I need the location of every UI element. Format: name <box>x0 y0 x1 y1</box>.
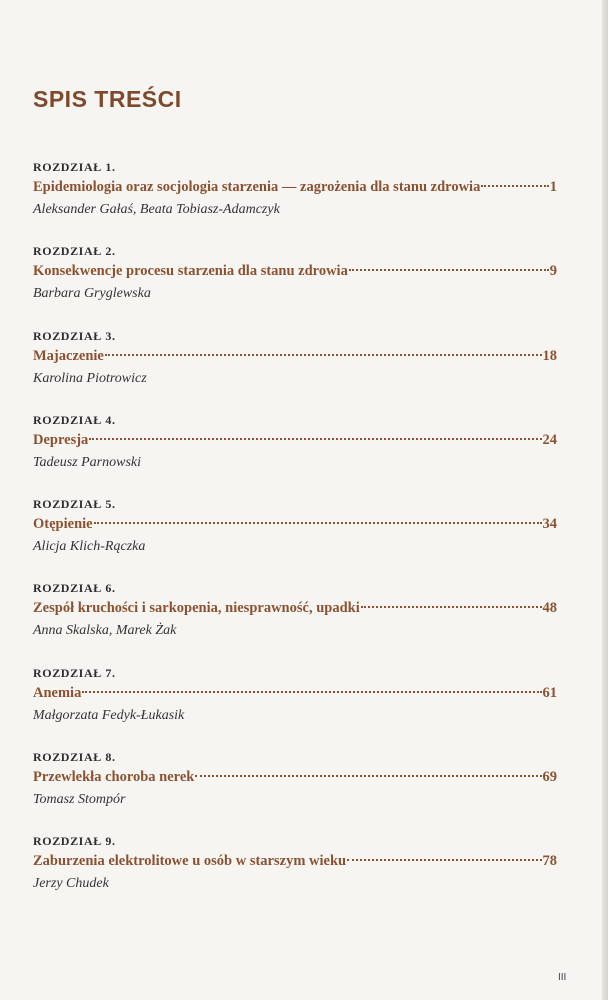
chapter-label: ROZDZIAŁ 4. <box>33 412 116 427</box>
page-edge <box>602 0 608 1000</box>
chapter-label: ROZDZIAŁ 3. <box>33 328 116 343</box>
chapter-authors: Barbara Gryglewska <box>33 286 151 302</box>
chapter-authors: Tadeusz Parnowski <box>33 454 142 470</box>
chapter-title[interactable]: Depresja <box>33 431 89 448</box>
chapter-title-line[interactable] <box>33 513 557 536</box>
chapter-title[interactable]: Anemia <box>33 684 82 701</box>
dot-leader <box>361 606 542 608</box>
chapter-title[interactable]: Zespół kruchości i sarkopenia, niesprawność, upadki <box>33 600 360 617</box>
page-title: SPIS TREŚCI <box>33 86 182 112</box>
chapter-label: ROZDZIAŁ 6. <box>33 581 116 596</box>
chapter-title-line[interactable] <box>33 260 557 283</box>
dot-leader <box>349 269 549 271</box>
chapter-authors: Karolina Piotrowicz <box>33 370 147 386</box>
page-number[interactable]: 1 <box>549 179 557 195</box>
chapter-authors: Anna Skalska, Marek Żak <box>33 623 177 639</box>
chapter-title[interactable]: Zaburzenia elektrolitowe u osób w starszym wieku <box>33 853 347 870</box>
dot-leader <box>347 859 541 861</box>
toc-entry-6[interactable] <box>33 579 557 663</box>
toc-entry-4[interactable] <box>33 411 557 495</box>
chapter-title-line[interactable] <box>33 850 557 873</box>
page-number[interactable]: 48 <box>542 600 557 617</box>
page-number[interactable]: 9 <box>549 263 557 280</box>
chapter-label: ROZDZIAŁ 2. <box>33 244 116 259</box>
dot-leader <box>195 775 541 777</box>
dot-leader <box>481 185 548 187</box>
chapter-authors: Małgorzata Fedyk-Łukasik <box>33 707 185 723</box>
toc-entry-7[interactable] <box>33 664 557 748</box>
chapter-title-line[interactable] <box>33 429 557 452</box>
page-number[interactable]: 69 <box>542 769 557 786</box>
chapter-authors: Jerzy Chudek <box>33 876 109 892</box>
page-number[interactable]: 78 <box>542 853 557 870</box>
page-number[interactable]: 61 <box>542 684 557 701</box>
chapter-label: ROZDZIAŁ 9. <box>33 834 116 849</box>
chapter-label: ROZDZIAŁ 7. <box>33 665 116 680</box>
chapter-title-line[interactable] <box>33 345 557 368</box>
dot-leader <box>89 438 541 440</box>
chapter-title-line[interactable] <box>33 597 557 620</box>
chapter-title-line[interactable] <box>33 176 557 199</box>
chapter-authors: Alicja Klich-Rączka <box>33 539 146 555</box>
toc-entry-5[interactable] <box>33 495 557 579</box>
page-folio: III <box>558 972 567 983</box>
chapter-label: ROZDZIAŁ 8. <box>33 750 116 765</box>
chapter-title[interactable]: Przewlekła choroba nerek <box>33 769 195 786</box>
page-number[interactable]: 18 <box>542 347 557 364</box>
toc-entry-9[interactable] <box>33 832 557 916</box>
toc-entry-2[interactable] <box>33 242 557 326</box>
page-number[interactable]: 24 <box>542 431 557 448</box>
dot-leader <box>82 691 541 693</box>
page-number[interactable]: 34 <box>542 516 557 533</box>
chapter-label: ROZDZIAŁ 1. <box>33 160 116 174</box>
toc-entry-3[interactable] <box>33 327 557 411</box>
toc-entry-1[interactable] <box>33 158 557 242</box>
toc-list <box>33 158 557 917</box>
dot-leader <box>105 354 542 356</box>
chapter-title[interactable]: Otępienie <box>33 516 93 533</box>
chapter-title-line[interactable] <box>33 766 557 789</box>
chapter-title-line[interactable] <box>33 682 557 705</box>
chapter-title[interactable]: Epidemiologia oraz socjologia starzenia — zagrożenia dla stanu zdrowia <box>33 179 481 195</box>
chapter-authors: Aleksander Gałaś, Beata Tobiasz-Adamczyk <box>33 202 280 217</box>
chapter-title[interactable]: Majaczenie <box>33 347 104 364</box>
chapter-label: ROZDZIAŁ 5. <box>33 497 116 512</box>
chapter-authors: Tomasz Stompór <box>33 792 126 808</box>
dot-leader <box>94 522 542 524</box>
toc-entry-8[interactable] <box>33 748 557 832</box>
chapter-title[interactable]: Konsekwencje procesu starzenia dla stanu zdrowia <box>33 263 348 280</box>
